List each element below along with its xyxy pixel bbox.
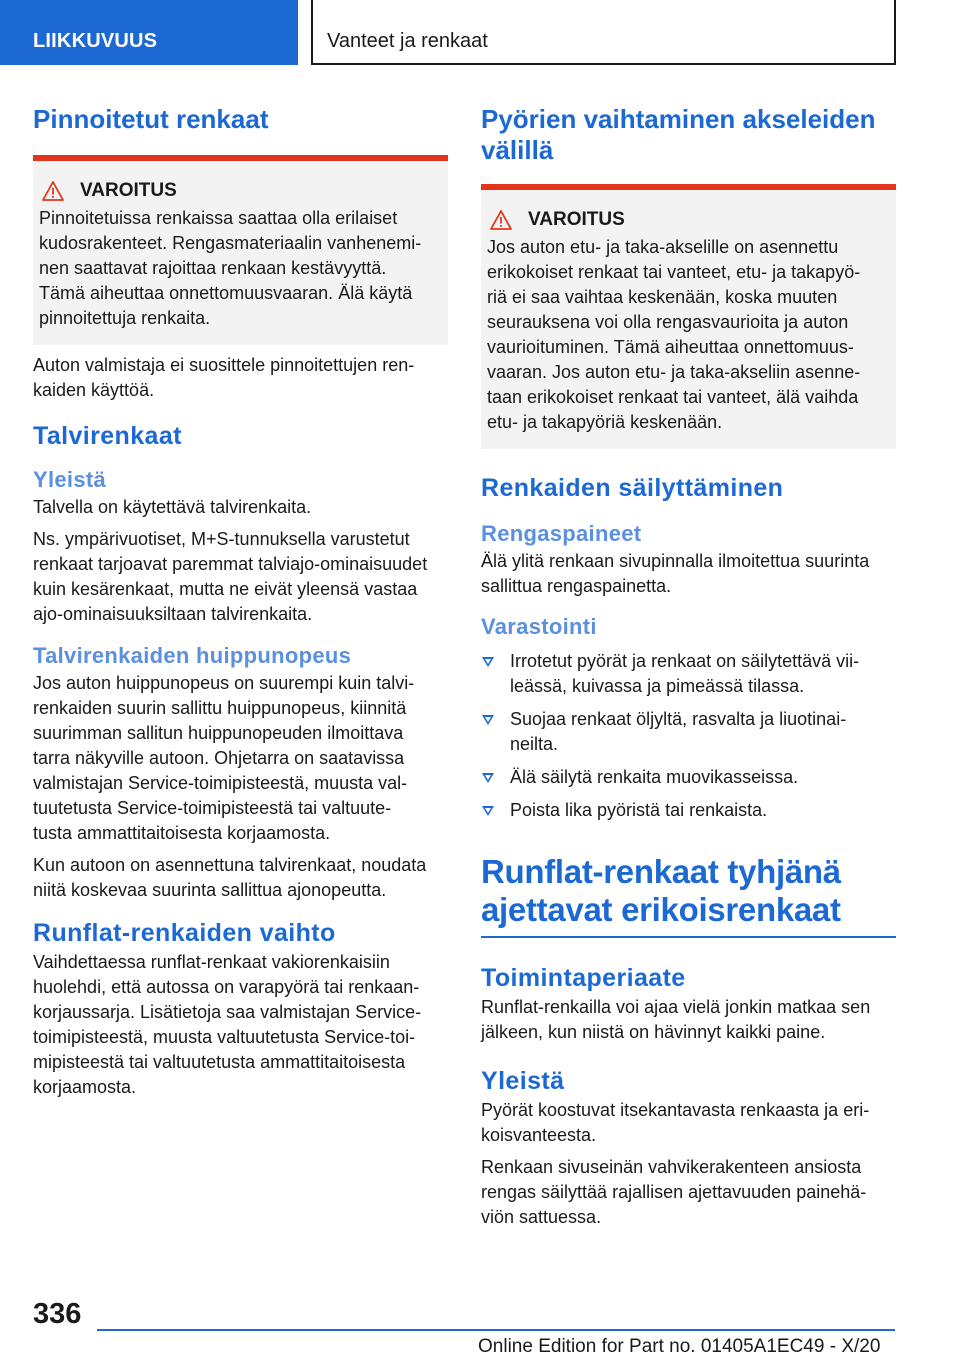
heading-line: välillä [481,135,554,165]
general-heading: Yleistä [33,467,107,492]
text-line: ajo-ominaisuuksiltaan talvirenkaita. [33,604,313,624]
list-item [481,707,896,757]
text-line: pinnoitettuja renkaita. [39,308,211,328]
pressure-body [481,549,896,599]
triangle-bullet-icon [482,806,494,816]
text-line: erikokoiset renkaat tai vanteet, etu- ja takapyö- [487,262,861,282]
heading-line: Pyörien vaihtaminen akseleiden [481,104,876,134]
text-line: Tämä aiheuttaa onnettomuusvaaran. Älä käytä [39,283,413,303]
text-line: niitä koskevaa suurinta sallittua ajonopeutta. [33,880,387,900]
footer-rule [97,1329,895,1331]
text-line: jälkeen, kun niistä on hävinnyt kaikki paine. [481,1022,826,1042]
text-line: leässä, kuivassa ja pimeässä tilassa. [510,676,805,696]
principle-body [481,995,896,1045]
list-item [481,798,896,823]
section-label: LIIKKUVUUS [33,30,158,52]
topspeed-p2 [33,853,448,903]
text-line: vaurioituminen. Tämä aiheuttaa onnettomuus- [487,337,854,357]
warning-triangle-icon [490,209,512,231]
text-line: Renkaan sivuseinän vahvikerakenteen ansiosta [481,1157,862,1177]
warning-text [39,206,440,331]
text-line: valmistajan Service-toimipisteestä, muusta val- [33,773,408,793]
winter-tires-heading: Talvirenkaat [33,422,182,450]
left-column [33,100,448,1100]
text-line: Suojaa renkaat öljyltä, rasvalta ja liuotinai- [510,709,847,729]
storing-list [481,649,896,823]
page-number: 336 [33,1298,82,1330]
text-line: Pyörät koostuvat itsekantavasta renkaasta ja eri- [481,1100,870,1120]
coated-body [33,353,448,403]
text-line: tusta ammattitaitoisesta korjaamosta. [33,823,331,843]
chapter-tab [311,0,896,65]
text-line: sallittua rengaspainetta. [481,576,672,596]
section-tab [0,0,298,65]
triangle-bullet-icon [482,715,494,725]
text-line: vaaran. Jos auton etu- ja taka-akseliin asenne- [487,362,861,382]
text-line: tuutetusta Service-toimipisteestä tai valtuute- [33,798,392,818]
swap-heading [481,104,896,166]
runflat-heading [481,853,896,929]
heading-rule [481,936,896,938]
runflat-change-heading: Runflat-renkaiden vaihto [33,919,336,947]
text-line: kaiden käyttöä. [33,380,155,400]
text-line: riä ei saa vaihtaa keskenään, koska muuten [487,287,838,307]
chapter-label: Vanteet ja renkaat [327,30,488,52]
general-p2 [33,527,448,627]
text-line: suurimman sallitun huippunopeuden ilmoittava [33,723,404,743]
text-line: Poista lika pyöristä tai renkaista. [510,800,768,820]
text-line: huolehdi, että autossa on varapyörä tai renkaan- [33,977,420,997]
list-item [481,765,896,790]
text-line: kudosrakenteet. Rengasmateriaalin vanhenemi- [39,233,422,253]
text-line: viön sattuessa. [481,1207,602,1227]
text-line: Ns. ympärivuotiset, M+S-tunnuksella varustetut [33,529,410,549]
general-right-p2 [481,1155,896,1230]
text-line: koisvanteesta. [481,1125,597,1145]
text-line: mipisteestä tai valtuutetusta ammattitaitoisesta [33,1052,406,1072]
text-line: Pinnoitetuissa renkaissa saattaa olla erilaiset [39,208,398,228]
text-line: Jos auton huippunopeus on suurempi kuin talvi- [33,673,415,693]
warning-triangle-icon [42,180,64,202]
text-line: Runflat-renkailla voi ajaa vielä jonkin matkaa sen [481,997,871,1017]
text-line: seurauksena voi olla rengasvaurioita ja auton [487,312,849,332]
warning-title: VAROITUS [80,180,177,201]
text-line: Älä ylitä renkaan sivupinnalla ilmoitettua suurinta [481,551,870,571]
warning-title: VAROITUS [528,209,625,230]
text-line: rengas säilyttää rajallisen ajettavuuden painehä- [481,1182,867,1202]
pressure-heading: Rengaspaineet [481,521,642,546]
runflat-change-body [33,950,448,1100]
heading-line: ajettavat erikoisrenkaat [481,891,841,928]
text-line: toimipisteestä, muusta valtuutetusta Service-toi- [33,1027,416,1047]
text-line: renkaat tarjoavat paremmat talviajo-ominaisuudet [33,554,428,574]
coated-tires-heading: Pinnoitetut renkaat [33,104,269,134]
text-line: Älä säilytä renkaita muovikasseissa. [510,767,799,787]
general-heading-right: Yleistä [481,1067,565,1095]
text-line: Vaihdettaessa runflat-renkaat vakiorenkaisiin [33,952,390,972]
heading-line: Runflat-renkaat tyhjänä [481,853,841,890]
warning-box-swap [481,184,896,449]
text-line: etu- ja takapyöriä keskenään. [487,412,723,432]
warning-text [487,235,888,435]
text-line: neilta. [510,734,559,754]
text-line: Irrotetut pyörät ja renkaat on säilytettävä vii- [510,651,860,671]
text-line: tarra näkyville autoon. Ohjetarra on saatavissa [33,748,405,768]
text-line: renkaiden suurin sallittu huippunopeus, kiinnitä [33,698,407,718]
text-line: Kun autoon on asennettuna talvirenkaat, noudata [33,855,427,875]
warning-box-coated [33,155,448,345]
text-line: Jos auton etu- ja taka-akselille on asennettu [487,237,839,257]
triangle-bullet-icon [482,657,494,667]
text-line: taan erikokoiset renkaat tai vanteet, älä vaihda [487,387,859,407]
list-item [481,649,896,699]
text-line: korjaamosta. [33,1077,137,1097]
text-line: Auton valmistaja ei suosittele pinnoitettujen ren- [33,355,415,375]
storing-heading: Varastointi [481,614,597,639]
general-p1: Talvella on käytettävä talvirenkaita. [33,497,312,517]
edition-text: Online Edition for Part no. 01405A1EC49 - X/20 [478,1336,881,1357]
topspeed-heading: Talvirenkaiden huippunopeus [33,643,352,668]
general-right-p1 [481,1098,896,1148]
storage-heading: Renkaiden säilyttäminen [481,474,784,502]
right-column [481,100,896,1230]
text-line: korjaussarja. Lisätietoja saa valmistajan Service- [33,1002,422,1022]
topspeed-p1 [33,671,448,846]
text-line: nen saattavat rajoittaa renkaan kestävyyttä. [39,258,387,278]
text-line: kuin kesärenkaat, mutta ne eivät yleensä vastaa [33,579,418,599]
principle-heading: Toimintaperiaate [481,964,686,992]
triangle-bullet-icon [482,773,494,783]
